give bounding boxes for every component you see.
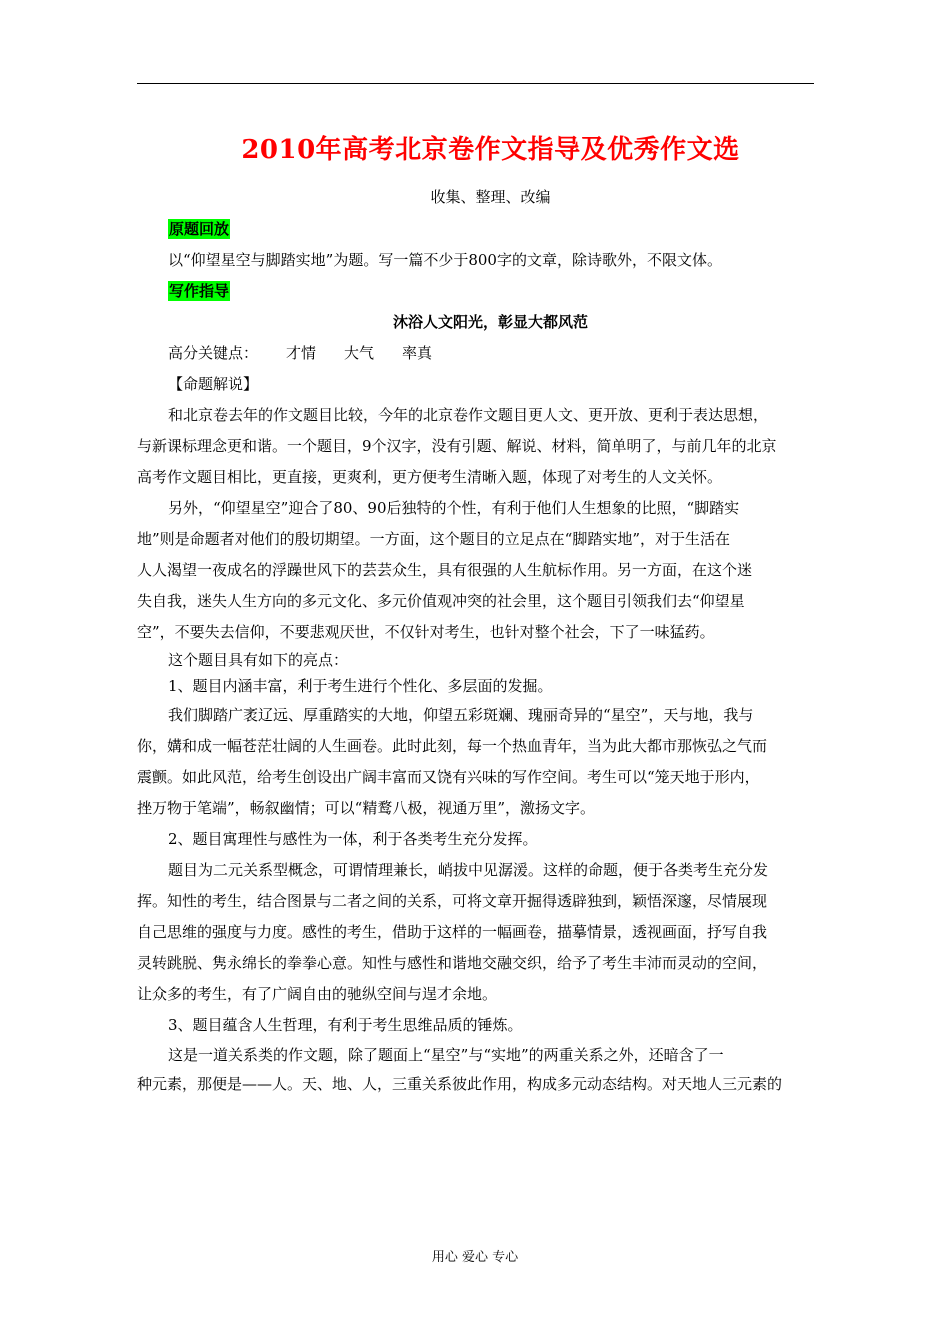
document-body xyxy=(137,128,813,1100)
key-point: 率真 xyxy=(402,344,433,362)
highlight-label: 写作指导 xyxy=(169,282,230,300)
guide-title: 沐浴人文阳光，彰显大都风范 xyxy=(392,313,588,331)
text-line: 这是一道关系类的作文题，除了题面上“星空”与“实地”的两重关系之外，还暗含了一 xyxy=(168,1046,724,1064)
document-subtitle: 收集、整理、改编 xyxy=(430,188,551,206)
text-line: 挥。知性的考生，结合图景与二者之间的关系，可将文章开掘得透辟独到，颖悟深邃，尽情展现 xyxy=(137,892,768,910)
text-line: 你，媾和成一幅苍茫壮阔的人生画卷。此时此刻，每一个热血青年，当为此大都市那恢弘之气而 xyxy=(137,737,768,755)
analysis-label: 【命题解说】 xyxy=(168,375,259,393)
text-line: 失自我，迷失人生方向的多元文化、多元价值观冲突的社会里，这个题目引领我们去“仰望星 xyxy=(137,592,745,610)
text-line: 空”，不要失去信仰，不要悲观厌世，不仅针对考生，也针对整个社会，下了一味猛药。 xyxy=(137,623,715,641)
text-line: 另外，“仰望星空”迎合了80、90后独特的个性，有利于他们人生想象的比照，“脚踏实 xyxy=(168,499,740,517)
text-line: 地”则是命题者对他们的殷切期望。一方面，这个题目的立足点在“脚踏实地”，对于生活在 xyxy=(137,530,731,548)
section-heading-writing-guide xyxy=(168,276,813,307)
text-line: 灵转跳脱、隽永绵长的拳拳心意。知性与感性和谐地交融交织，给予了考生丰沛而灵动的空间， xyxy=(137,954,768,972)
page-footer: 用心 爱心 专心 xyxy=(431,1250,519,1265)
text-line: 种元素，那便是——人。天、地、人，三重关系彼此作用，构成多元动态结构。对天地人三元素的 xyxy=(137,1075,783,1093)
text-line: 高考作文题目相比，更直接，更爽利，更方便考生清晰入题，体现了对考生的人文关怀。 xyxy=(137,468,723,486)
text-line: 3、题目蕴含人生哲理，有利于考生思维品质的锤炼。 xyxy=(168,1016,523,1034)
key-points-label: 高分关键点： xyxy=(168,344,259,362)
key-point: 大气 xyxy=(344,344,375,362)
text-line: 让众多的考生，有了广阔自由的驰纵空间与逞才余地。 xyxy=(137,985,498,1003)
key-point: 才情 xyxy=(286,344,317,362)
text-line: 1、题目内涵丰富，利于考生进行个性化、多层面的发掘。 xyxy=(168,677,553,695)
text-line: 自己思维的强度与力度。感性的考生，借助于这样的一幅画卷，描摹情景，透视画面，抒写自我 xyxy=(137,923,768,941)
body-lines xyxy=(137,400,813,1100)
text-line: 我们脚踏广袤辽远、厚重踏实的大地，仰望五彩斑斓、瑰丽奇异的“星空”，天与地，我与 xyxy=(168,706,754,724)
section-heading-original-prompt xyxy=(168,214,813,245)
document-title: 2010年高考北京卷作文指导及优秀作文选 xyxy=(241,135,740,165)
prompt-text: 以“仰望星空与脚踏实地”为题。写一篇不少于800字的文章，除诗歌外，不限文体。 xyxy=(168,251,722,269)
text-line: 题目为二元关系型概念，可谓情理兼长，峭拔中见潺湲。这样的命题，便于各类考生充分发 xyxy=(168,861,769,879)
text-line: 震颤。如此风范，给考生创设出广阔丰富而又饶有兴味的写作空间。考生可以“笼天地于形内， xyxy=(137,768,760,786)
text-line: 挫万物于笔端”，畅叙幽情；可以“精鹜八极，视通万里”，激扬文字。 xyxy=(137,799,596,817)
text-line: 和北京卷去年的作文题目比较，今年的北京卷作文题目更人文、更开放、更利于表达思想， xyxy=(168,406,769,424)
header-rule xyxy=(137,83,814,84)
text-line: 与新课标理念更和谐。一个题目，9个汉字，没有引题、解说、材料，简单明了，与前几年的北京 xyxy=(137,437,777,455)
highlight-label: 原题回放 xyxy=(169,220,230,238)
text-line: 2、题目寓理性与感性为一体，利于各类考生充分发挥。 xyxy=(168,830,538,848)
text-line: 这个题目具有如下的亮点： xyxy=(168,651,349,669)
key-points xyxy=(168,338,813,369)
text-line: 人人渴望一夜成名的浮躁世风下的芸芸众生，具有很强的人生航标作用。另一方面，在这个迷 xyxy=(137,561,753,579)
